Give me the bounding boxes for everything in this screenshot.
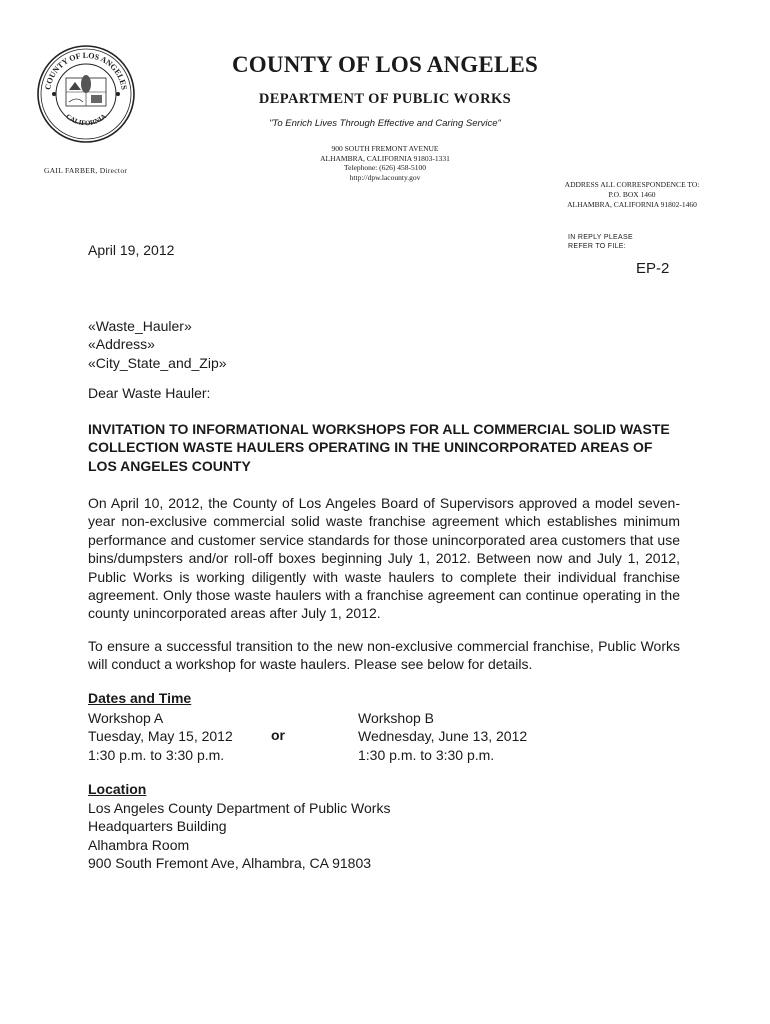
recipient-address: «Address»: [88, 336, 155, 353]
telephone-line: Telephone: (626) 458-5100: [344, 163, 426, 172]
workshop-b: [358, 709, 658, 764]
workshop-b-name: Workshop B: [358, 710, 434, 726]
salutation: Dear Waste Hauler:: [88, 385, 211, 401]
location-line: Los Angeles County Department of Public Works: [88, 800, 391, 816]
director-name: GAIL FARBER, Director: [44, 166, 128, 175]
workshop-a-date: Tuesday, May 15, 2012: [88, 728, 233, 745]
workshop-b-time: 1:30 p.m. to 3:30 p.m.: [358, 746, 495, 763]
county-title: COUNTY OF LOS ANGELES: [231, 52, 539, 77]
or-separator: or: [271, 727, 285, 743]
address-line: ALHAMBRA, CALIFORNIA 91803-1331: [320, 153, 450, 163]
recipient-block: [88, 317, 227, 372]
paragraph-workshop: To ensure a successful transition to the new non-exclusive commercial franchise, Public Works will conduct a workshop for waste haulers. Please see below for details.: [88, 638, 680, 673]
reply-line: REFER TO FILE:: [568, 243, 627, 250]
seal-text-top: COUNTY OF LOS ANGELES: [43, 50, 129, 91]
tagline: "To Enrich Lives Through Effective and Caring Service": [269, 118, 501, 129]
department-address: [0, 144, 770, 182]
recipient-name: «Waste_Hauler»: [88, 318, 192, 334]
location-line: 900 South Fremont Ave, Alhambra, CA 91803: [88, 855, 372, 872]
address-line: 900 SOUTH FREMONT AVENUE: [331, 144, 439, 153]
correspondence-address: [532, 180, 732, 210]
location-line: Headquarters Building: [88, 818, 227, 835]
dates-heading: Dates and Time: [88, 690, 192, 706]
workshop-b-date: Wednesday, June 13, 2012: [358, 728, 528, 745]
reply-reference-label: [568, 233, 633, 251]
paragraph-approval: On April 10, 2012, the County of Los Angeles Board of Supervisors approved a model seven-year non-exclusive commercial solid waste franchise agreement which establishes minimum performance and customer service standards for those unincorporated area customers that use bins/dumpsters and/or roll-off boxes beginning July 1, 2012. Between now and July 1, 2012, Public Works is working diligently with waste haulers to complete their individual franchise agreement. Only those waste haulers with a franchise agreement can continue operating in the county unincorporated areas after July 1, 2012.: [88, 495, 680, 622]
workshop-a-time: 1:30 p.m. to 3:30 p.m.: [88, 746, 225, 763]
location-block: [88, 799, 390, 873]
location-line: Alhambra Room: [88, 836, 190, 853]
website-line: http://dpw.lacounty.gov: [349, 172, 421, 182]
correspondence-line: ADDRESS ALL CORRESPONDENCE TO:: [564, 180, 700, 189]
location-heading: Location: [88, 781, 147, 797]
correspondence-line: ALHAMBRA, CALIFORNIA 91802-1460: [567, 200, 697, 209]
reply-line: IN REPLY PLEASE: [568, 234, 633, 241]
workshop-a: [88, 709, 348, 764]
letter-date: April 19, 2012: [88, 242, 175, 258]
workshop-a-name: Workshop A: [88, 710, 164, 726]
subject-line: INVITATION TO INFORMATIONAL WORKSHOPS FOR ALL COMMERCIAL SOLID WASTE COLLECTION WASTE HAULERS OPERATING IN THE UNINCORPORATED AREAS OF LOS ANGELES COUNTY: [88, 421, 670, 474]
recipient-city: «City_State_and_Zip»: [88, 354, 227, 371]
seal-text-bottom: CALIFORNIA: [64, 112, 108, 128]
correspondence-line: P.O. BOX 1460: [608, 190, 656, 199]
department-name: DEPARTMENT OF PUBLIC WORKS: [258, 91, 512, 107]
file-reference: EP-2: [636, 260, 670, 277]
